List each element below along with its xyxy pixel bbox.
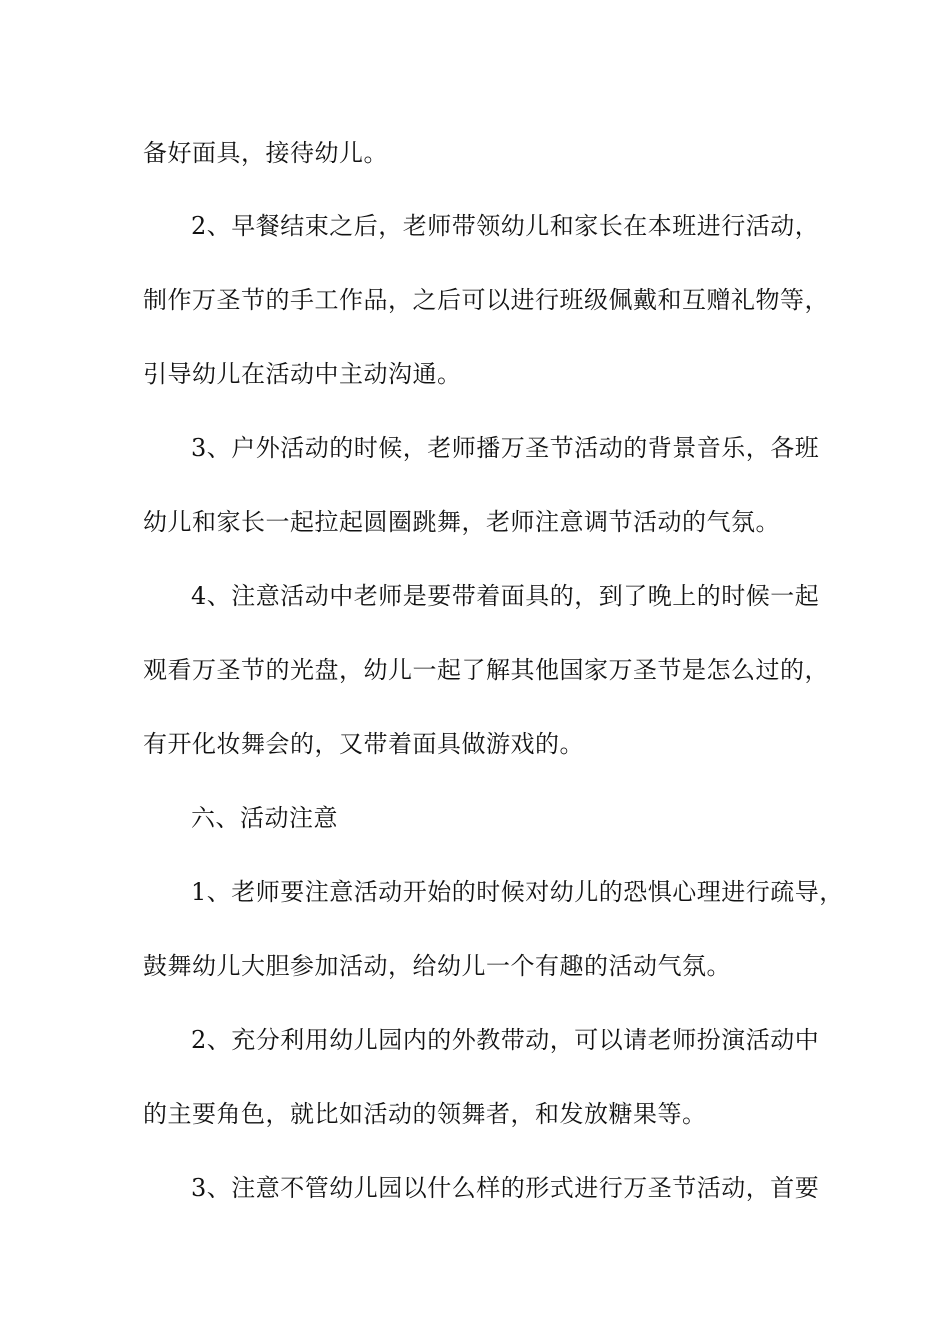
text-line: 3、注意不管幼儿园以什么样的形式进行万圣节活动，首要 [191,1174,820,1202]
text-line: 2、充分利用幼儿园内的外教带动，可以请老师扮演活动中 [191,1026,820,1054]
text-line: 的主要角色，就比如活动的领舞者，和发放糖果等。 [143,1100,707,1128]
text-line: 有开化妆舞会的，又带着面具做游戏的。 [143,730,584,758]
text-line: 幼儿和家长一起拉起圆圈跳舞，老师注意调节活动的气氛。 [143,508,780,536]
text-line: 观看万圣节的光盘，幼儿一起了解其他国家万圣节是怎么过的， [143,656,829,684]
text-line: 备好面具，接待幼儿。 [143,139,388,167]
text-line: 4、注意活动中老师是要带着面具的，到了晚上的时候一起 [191,582,820,610]
text-line: 2、早餐结束之后，老师带领幼儿和家长在本班进行活动， [191,212,820,240]
text-line: 制作万圣节的手工作品，之后可以进行班级佩戴和互赠礼物等， [143,286,829,314]
text-line: 引导幼儿在活动中主动沟通。 [143,360,462,388]
text-line: 3、户外活动的时候，老师播万圣节活动的背景音乐，各班 [191,434,820,462]
section-heading: 六、活动注意 [191,804,338,832]
text-line: 1、老师要注意活动开始的时候对幼儿的恐惧心理进行疏导， [191,878,844,906]
text-line: 鼓舞幼儿大胆参加活动，给幼儿一个有趣的活动气氛。 [143,952,731,980]
